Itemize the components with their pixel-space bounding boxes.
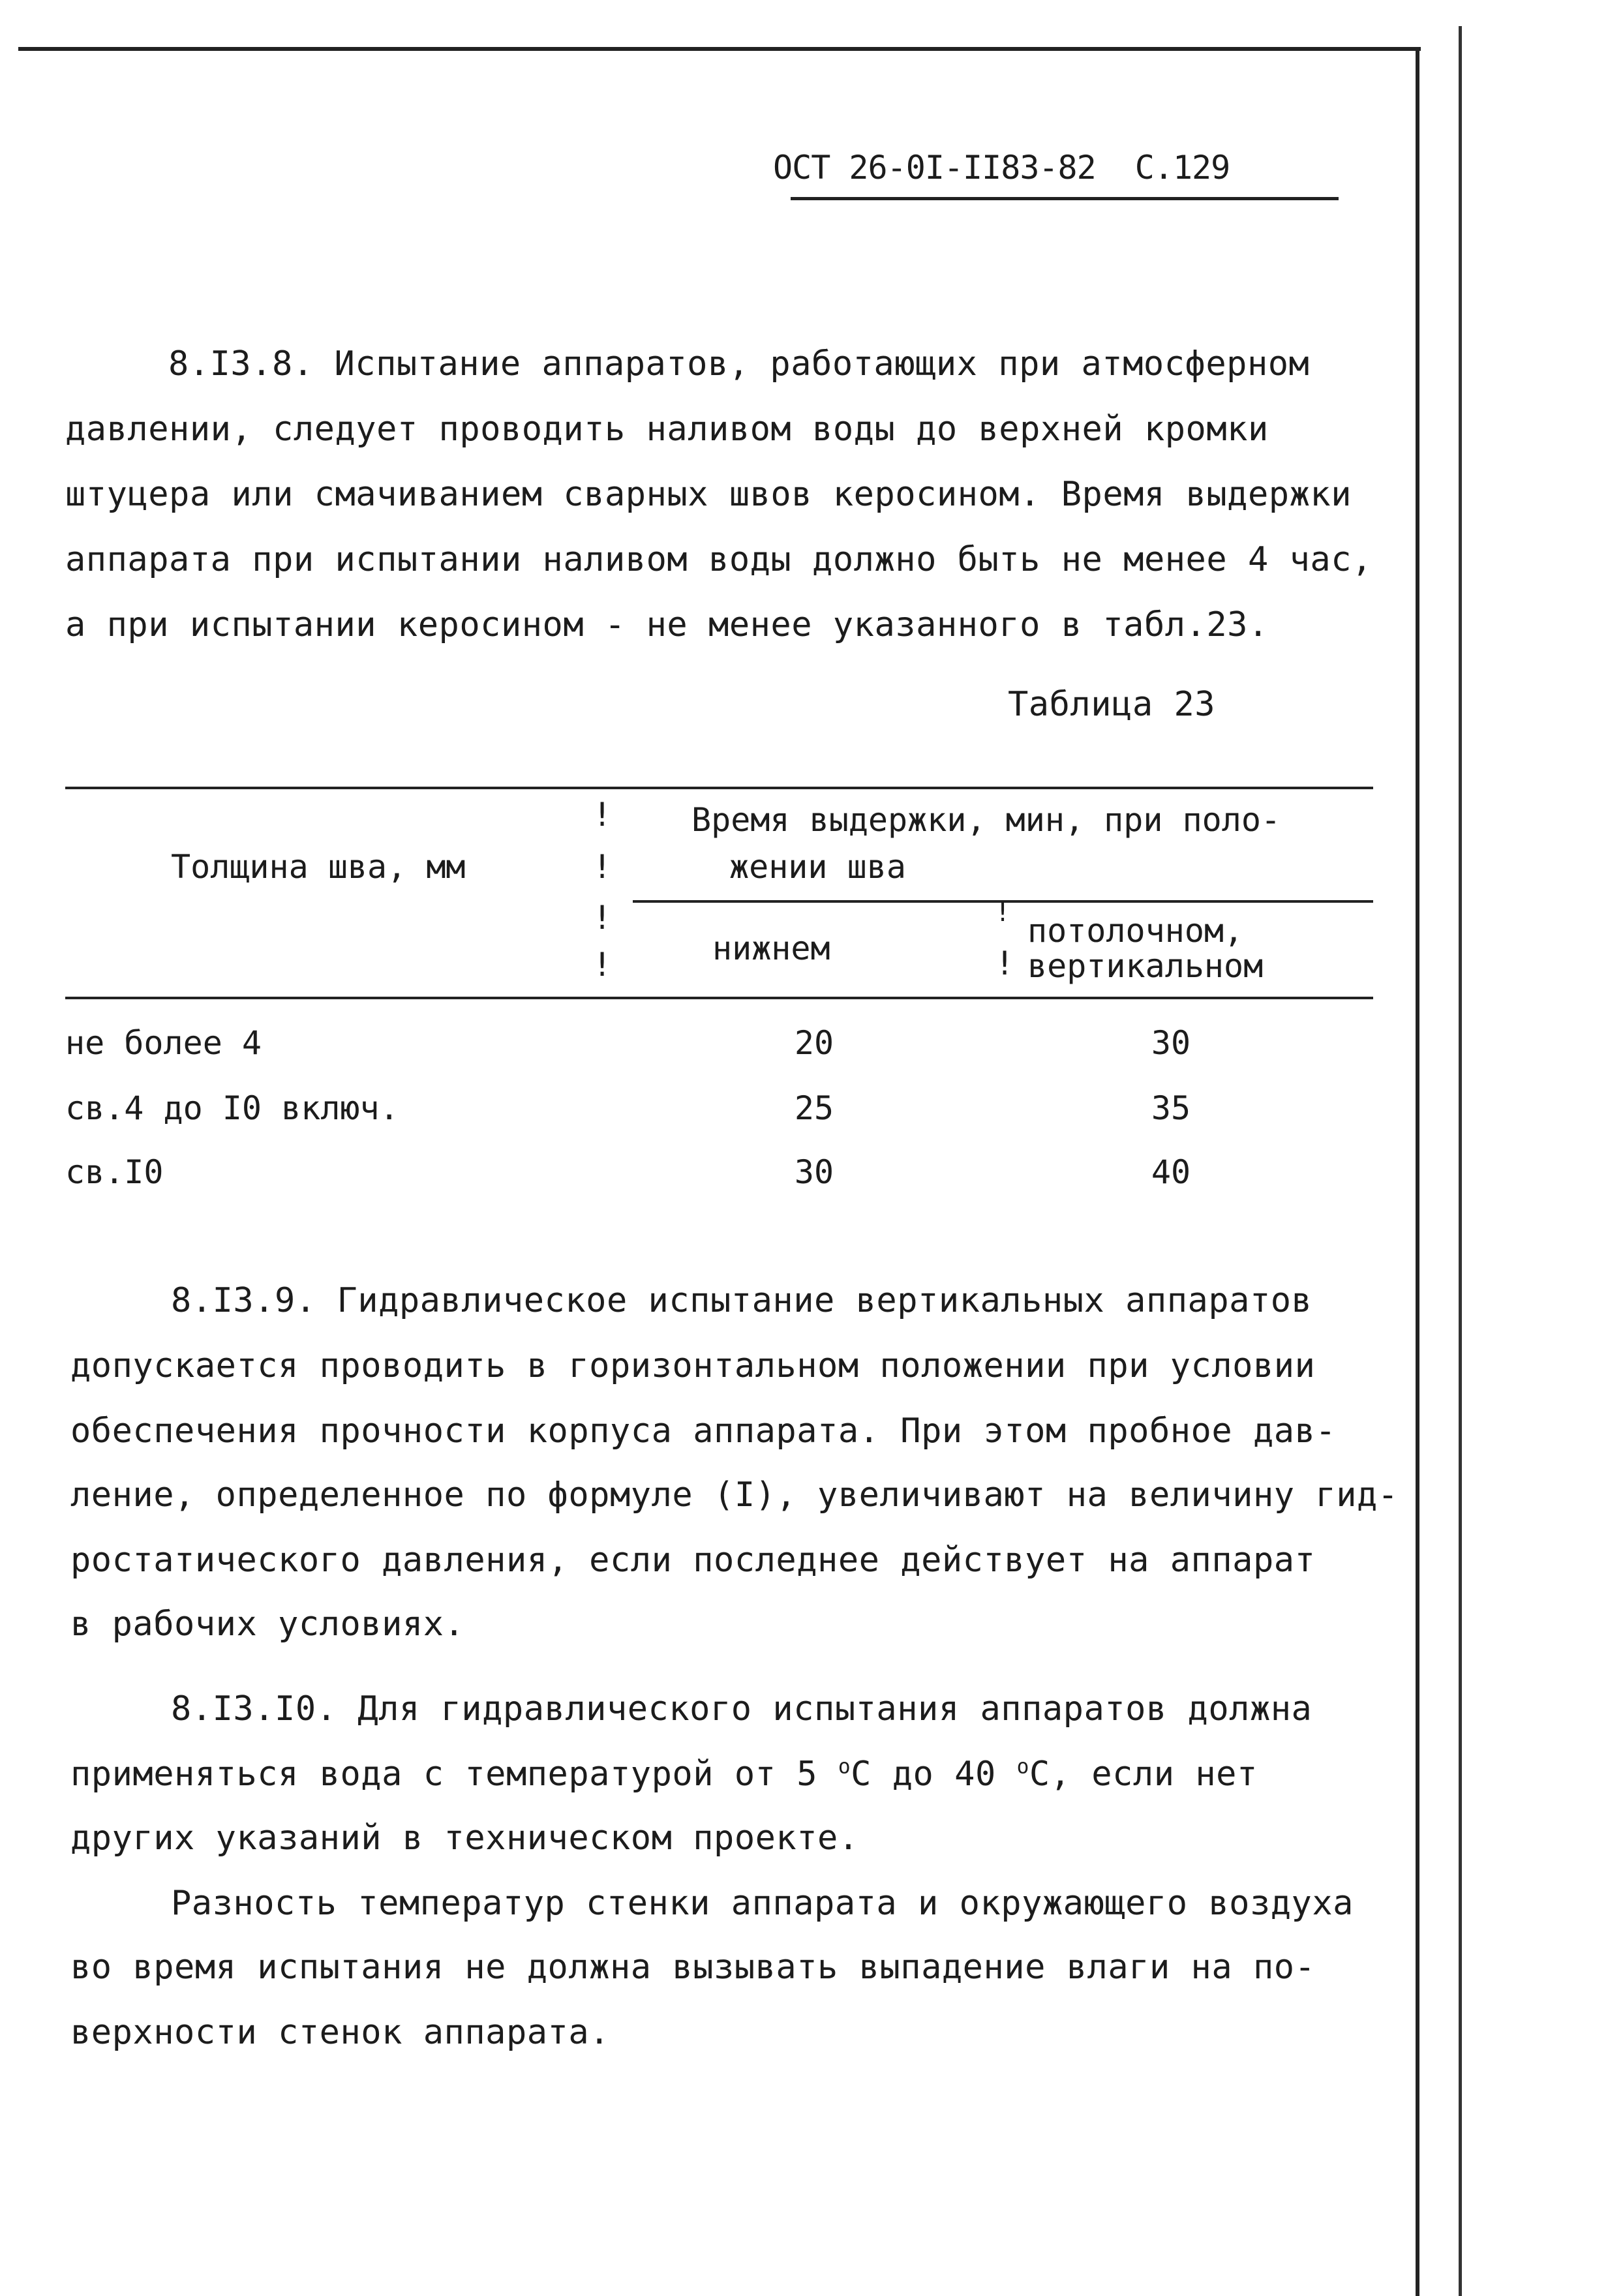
para-8-13-9-line-5: ростатического давления, если последнее действует на аппарат	[70, 1541, 1316, 1580]
col-separator: !	[592, 848, 613, 886]
degree-sign: о	[838, 1755, 851, 1779]
frame-right-border	[1416, 47, 1419, 2296]
para-8-13-10-line-2	[70, 1755, 1258, 1794]
table-row-thickness: св.4 до I0 включ.	[65, 1089, 399, 1127]
para-8-13-8-line-3: штуцера или смачиванием сварных швов керосином. Время выдержки	[65, 475, 1352, 514]
para-temp-line-1: Разность температур стенки аппарата и окружающего воздуха	[171, 1884, 1354, 1923]
col-separator: !	[592, 946, 613, 984]
sub-col-separator: !	[995, 898, 1011, 928]
para-temp-line-2: во время испытания не должна вызывать выпадение влаги на по-	[70, 1948, 1316, 1987]
para-8-13-9-line-2: допускается проводить в горизонтальном положении при условии	[70, 1346, 1316, 1385]
para-8-13-9-line-1: 8.I3.9. Гидравлическое испытание вертикальных аппаратов	[171, 1281, 1312, 1320]
table-row-thickness: не более 4	[65, 1024, 262, 1062]
table-row-lower-value: 25	[794, 1089, 834, 1127]
sub-header-ceiling-line-2: вертикальном	[1027, 947, 1264, 985]
table-header-bottom-rule	[65, 997, 1373, 999]
col-separator: !	[592, 899, 613, 937]
para-8-13-8-line-4: аппарата при испытании наливом воды должно быть не менее 4 час,	[65, 540, 1373, 579]
table-row-ceiling-value: 35	[1151, 1089, 1191, 1127]
para-8-13-10-line-1: 8.I3.I0. Для гидравлического испытания аппаратов должна	[171, 1689, 1312, 1729]
para-8-13-9-line-3: обеспечения прочности корпуса аппарата. При этом пробное дав-	[70, 1412, 1337, 1451]
col-separator: !	[592, 796, 613, 834]
temp-text-part-1: применяться вода с температурой от 5	[70, 1755, 838, 1794]
temp-text-part-3: С, если нет	[1029, 1755, 1258, 1794]
group-header-line-1: Время выдержки, мин, при поло-	[691, 801, 1281, 839]
table-top-rule	[65, 787, 1373, 789]
sub-col-separator: !	[995, 944, 1015, 982]
page-header	[773, 149, 1230, 187]
para-8-13-8-line-2: давлении, следует проводить наливом воды до верхней кромки	[65, 410, 1269, 449]
header-underline	[791, 197, 1339, 200]
degree-sign: о	[1016, 1755, 1029, 1779]
para-8-13-10-line-3: других указаний в техническом проекте.	[70, 1819, 859, 1858]
sub-header-ceiling-line-1: потолочном,	[1027, 912, 1244, 950]
temp-text-part-2: С до 40	[851, 1755, 1017, 1794]
doc-code: ОСТ 26-0I-II83-82	[773, 149, 1096, 187]
frame-top-border	[18, 47, 1421, 51]
para-8-13-8-line-5: а при испытании керосином - не менее указанного в табл.23.	[65, 605, 1269, 644]
para-temp-line-3: верхности стенок аппарата.	[70, 2013, 610, 2052]
table-row-lower-value: 20	[794, 1024, 834, 1062]
para-8-13-8-line-1: 8.I3.8. Испытание аппаратов, работающих при атмосферном	[168, 344, 1310, 384]
table-row-ceiling-value: 40	[1151, 1153, 1191, 1191]
table-row-lower-value: 30	[794, 1153, 834, 1191]
table-row-ceiling-value: 30	[1151, 1024, 1191, 1062]
table-row-thickness: св.I0	[65, 1153, 164, 1191]
para-8-13-9-line-4: ление, определенное по формуле (I), увеличивают на величину гид-	[70, 1475, 1399, 1515]
sub-header-lower: нижнем	[712, 929, 830, 967]
page-number: С.129	[1134, 149, 1230, 187]
col-header-thickness: Толщина шва, мм	[171, 848, 466, 886]
group-header-line-2: жении шва	[729, 848, 906, 886]
frame-outer-right-border	[1459, 26, 1462, 2296]
table-caption: Таблица 23	[1008, 685, 1216, 724]
para-8-13-9-line-6: в рабочих условиях.	[70, 1605, 465, 1644]
